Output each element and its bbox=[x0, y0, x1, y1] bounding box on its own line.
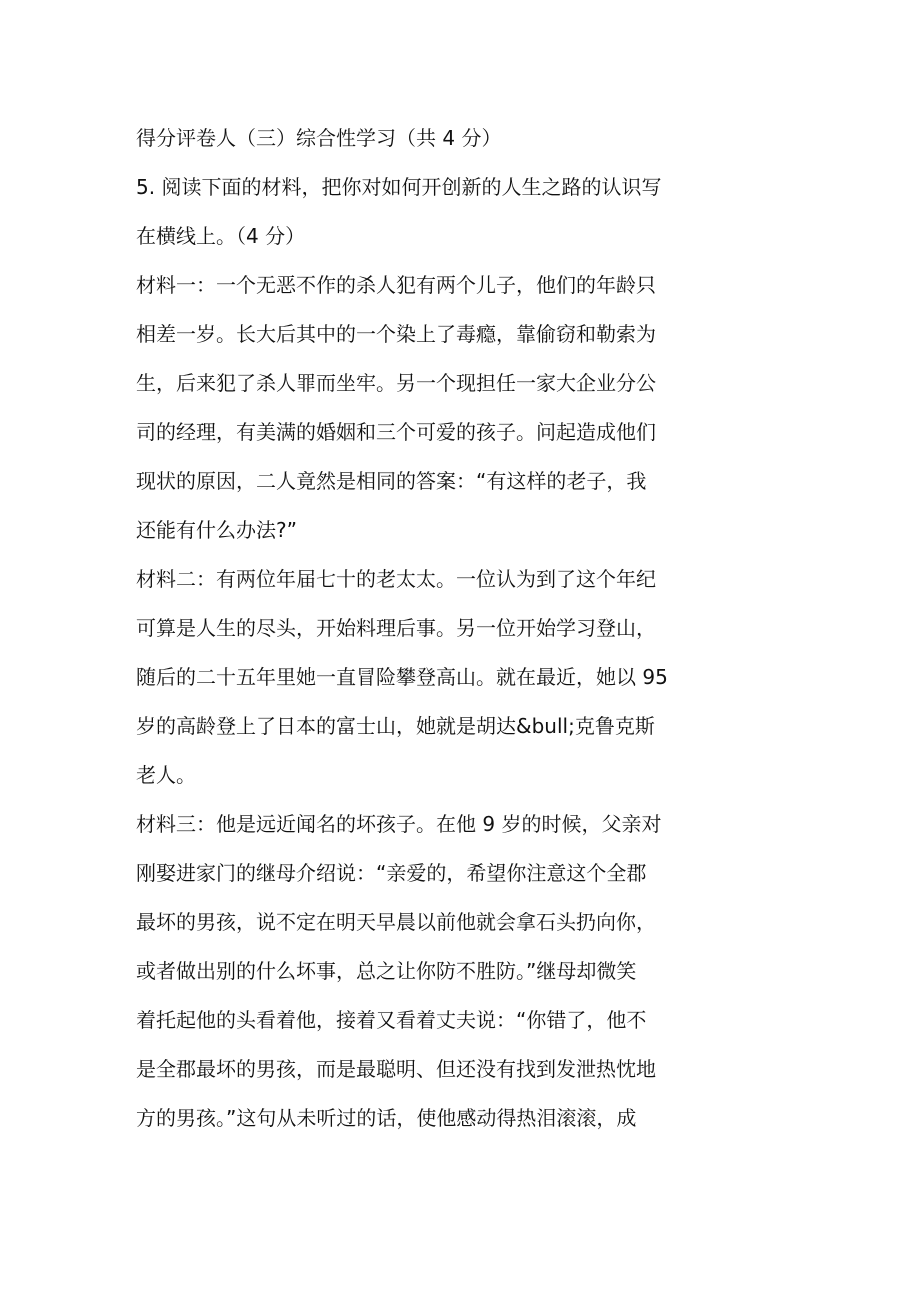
material-three-line: 方的男孩。”这句从未听过的话，使他感动得热泪滚滚，成 bbox=[136, 1106, 637, 1130]
section-heading: 得分评卷人（三）综合性学习（共 4 分） bbox=[136, 126, 502, 150]
material-one-line: 材料一：一个无恶不作的杀人犯有两个儿子，他们的年龄只 bbox=[136, 273, 656, 297]
document-body bbox=[136, 114, 716, 1143]
material-two-line: 岁的高龄登上了日本的富士山，她就是胡达&bull;克鲁克斯 bbox=[136, 714, 655, 738]
material-two-line: 随后的二十五年里她一直冒险攀登高山。就在最近，她以 95 bbox=[136, 665, 668, 689]
material-one-line: 现状的原因，二人竟然是相同的答案：“有这样的老子，我 bbox=[136, 469, 647, 493]
material-two-line: 可算是人生的尽头，开始料理后事。另一位开始学习登山， bbox=[136, 616, 656, 640]
material-two-line: 材料二：有两位年届七十的老太太。一位认为到了这个年纪 bbox=[136, 567, 656, 591]
question-line: 在横线上。（4 分） bbox=[136, 224, 306, 248]
material-three-line: 材料三：他是远近闻名的坏孩子。在他 9 岁的时候，父亲对 bbox=[136, 812, 662, 836]
question-line: 5. 阅读下面的材料，把你对如何开创新的人生之路的认识写 bbox=[136, 175, 662, 199]
material-two-line: 老人。 bbox=[136, 763, 196, 787]
material-three-line: 最坏的男孩，说不定在明天早晨以前他就会拿石头扔向你， bbox=[136, 910, 656, 934]
material-three-line: 是全郡最坏的男孩，而是最聪明、但还没有找到发泄热忱地 bbox=[136, 1057, 656, 1081]
material-one-line: 生，后来犯了杀人罪而坐牢。另一个现担任一家大企业分公 bbox=[136, 371, 656, 395]
material-three-line: 着托起他的头看着他，接着又看着丈夫说：“你错了，他不 bbox=[136, 1008, 647, 1032]
material-one-line: 相差一岁。长大后其中的一个染上了毒瘾，靠偷窃和勒索为 bbox=[136, 322, 656, 346]
material-one-line: 还能有什么办法?” bbox=[136, 518, 297, 542]
material-three-line: 或者做出别的什么坏事，总之让你防不胜防。”继母却微笑 bbox=[136, 959, 637, 983]
material-three-line: 刚娶进家门的继母介绍说：“亲爱的，希望你注意这个全郡 bbox=[136, 861, 647, 885]
material-one-line: 司的经理，有美满的婚姻和三个可爱的孩子。问起造成他们 bbox=[136, 420, 656, 444]
